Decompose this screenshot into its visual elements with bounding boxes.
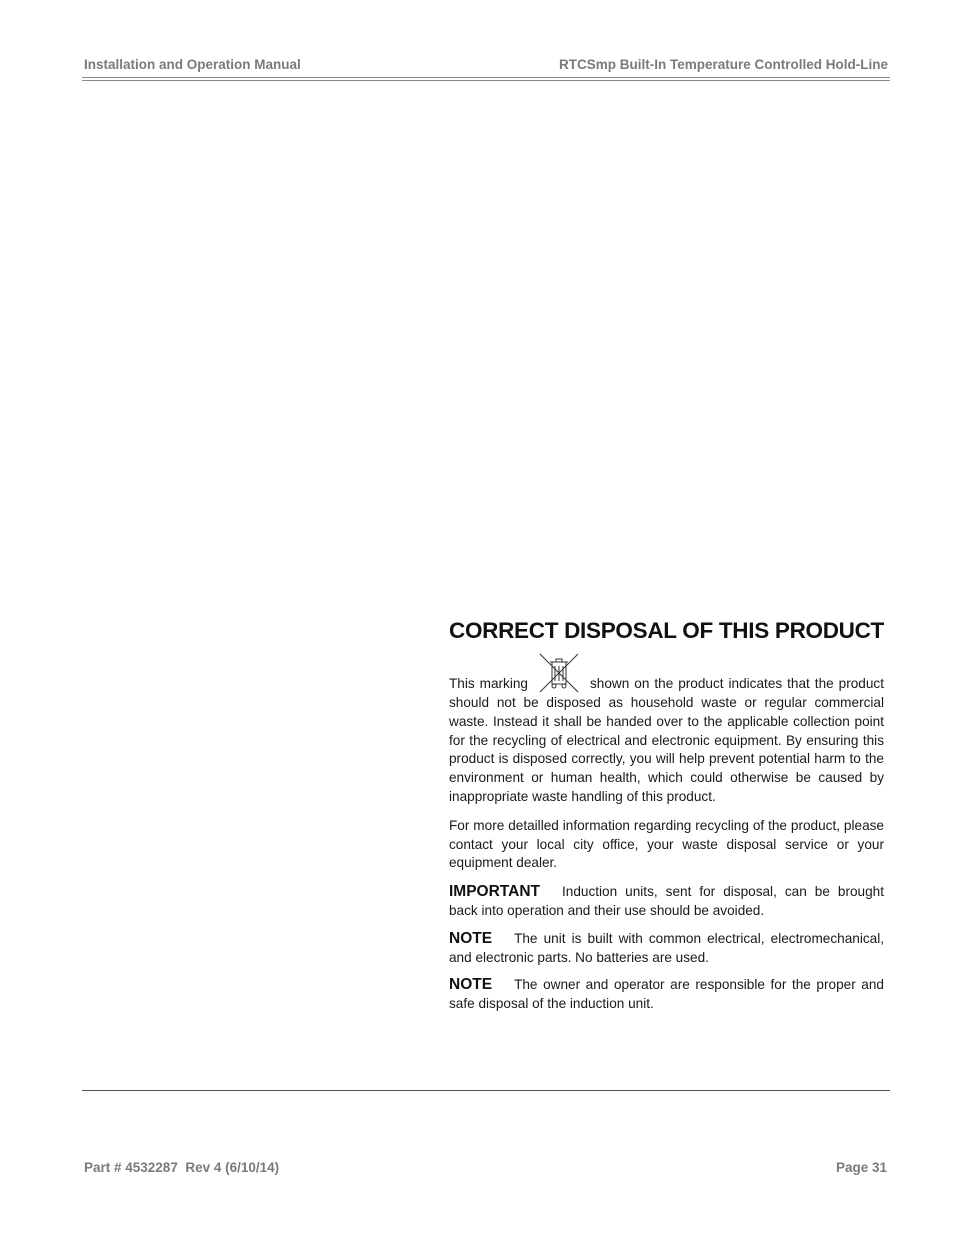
disposal-section bbox=[449, 618, 884, 1023]
note-text: The owner and operator are responsible for the proper and safe disposal of the induction unit. bbox=[449, 977, 884, 1012]
crossed-out-wheelie-bin-icon bbox=[538, 652, 580, 694]
footer-page-number: Page 31 bbox=[835, 1160, 887, 1175]
important-text: Induction units, sent for disposal, can be brought back into operation and their use should be avoided. bbox=[449, 884, 884, 918]
note-text: The unit is built with common electrical, electromechanical, and electronic parts. No batteries are used. bbox=[449, 930, 884, 965]
section-title: CORRECT DISPOSAL OF THIS PRODUCT bbox=[449, 618, 885, 643]
important-label: IMPORTANT bbox=[449, 883, 540, 901]
marking-text-rest: shown on the product indicates that the product should not be disposed as household waste or regular commercial waste. Instead it shall be handed over to the applicable collection point for the recycling of electrical and electronic equipment. By ensuring this product is disposed correctly, you will help prevent potential harm to the environment or human health, which could otherwise be caused by inappropriate waste handling of this product. bbox=[449, 676, 884, 804]
note-parts bbox=[449, 930, 884, 968]
header-rule bbox=[82, 77, 890, 78]
marking-text-start: This marking bbox=[449, 676, 528, 691]
note-label: NOTE bbox=[449, 976, 493, 994]
marking-paragraph bbox=[449, 652, 884, 807]
footer-rule bbox=[82, 1090, 890, 1091]
header-rule bbox=[82, 80, 890, 81]
header-manual-title: Installation and Operation Manual bbox=[84, 57, 301, 72]
note-responsibility bbox=[449, 976, 884, 1014]
recycling-info-paragraph: For more detailled information regarding recycling of the product, please contact your local city office, your waste disposal service or your equipment dealer. bbox=[449, 817, 884, 871]
note-label: NOTE bbox=[449, 929, 493, 947]
header-product-title: RTCSmp Built-In Temperature Controlled Hold-Line bbox=[559, 57, 888, 72]
footer-part-number: Part # 4532287 Rev 4 (6/10/14) bbox=[84, 1160, 280, 1175]
important-notice bbox=[449, 883, 884, 921]
